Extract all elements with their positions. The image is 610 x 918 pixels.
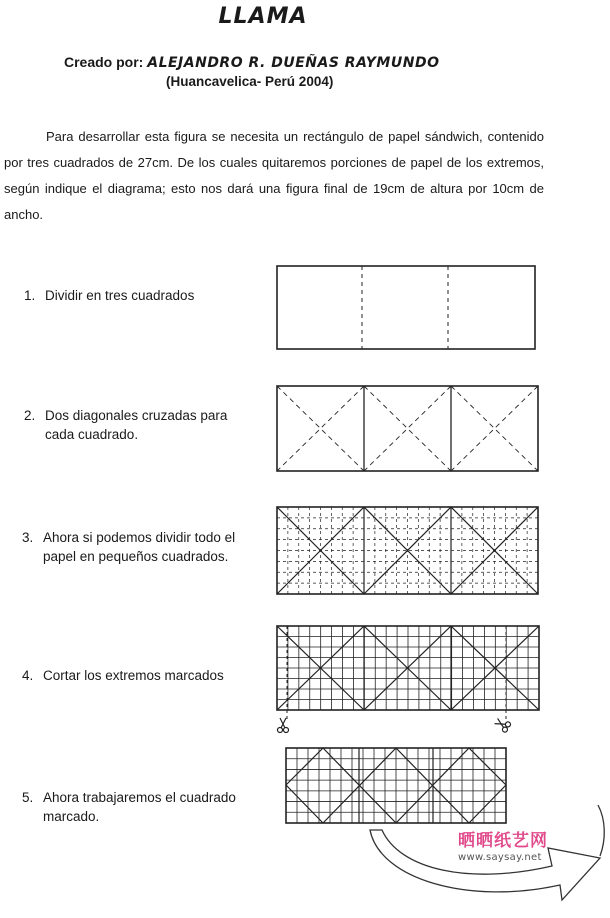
step-number: 1.	[24, 288, 36, 303]
step-number: 4.	[22, 668, 34, 683]
scissors-icon	[278, 718, 289, 733]
author-name: ALEJANDRO R. DUEÑAS RAYMUNDO	[147, 55, 440, 71]
diagram-3	[277, 507, 538, 594]
diagram-5	[286, 748, 506, 823]
step-text: Ahora trabajaremos el cuadrado	[43, 790, 236, 805]
step-text: Dividir en tres cuadrados	[45, 288, 195, 303]
intro-paragraph: Para desarrollar esta figura se necesita un rectángulo de papel sándwich, contenido por tres cuadrados de 27cm. De los cuales quitaremos porciones de papel de los extremos, según indique el diagrama; esto nos dará una figura final de 19cm de altura por 10cm de ancho.	[4, 129, 544, 222]
diagram-4	[277, 626, 539, 722]
author-label: Creado por:	[64, 54, 144, 70]
watermark-url: www.saysay.net	[458, 852, 542, 863]
scissors-icon	[493, 716, 511, 733]
diagram-2	[277, 386, 538, 471]
step-text-continued: papel en pequeños cuadrados.	[43, 549, 229, 564]
step-number: 5.	[22, 790, 34, 805]
author-location: (Huancavelica- Perú 2004)	[166, 74, 334, 89]
step-text-continued: marcado.	[43, 809, 100, 824]
step-text-continued: cada cuadrado.	[45, 427, 139, 442]
step-text: Cortar los extremos marcados	[43, 668, 224, 683]
step-number: 3.	[22, 530, 34, 545]
step-text: Dos diagonales cruzadas para	[45, 408, 228, 423]
step-text: Ahora si podemos dividir todo el	[43, 530, 236, 545]
step-number: 2.	[24, 408, 36, 423]
watermark	[458, 826, 548, 863]
document-title: LLAMA	[218, 4, 308, 29]
watermark-site-name: 晒晒纸艺网	[458, 831, 548, 851]
diagram-1	[277, 266, 535, 349]
